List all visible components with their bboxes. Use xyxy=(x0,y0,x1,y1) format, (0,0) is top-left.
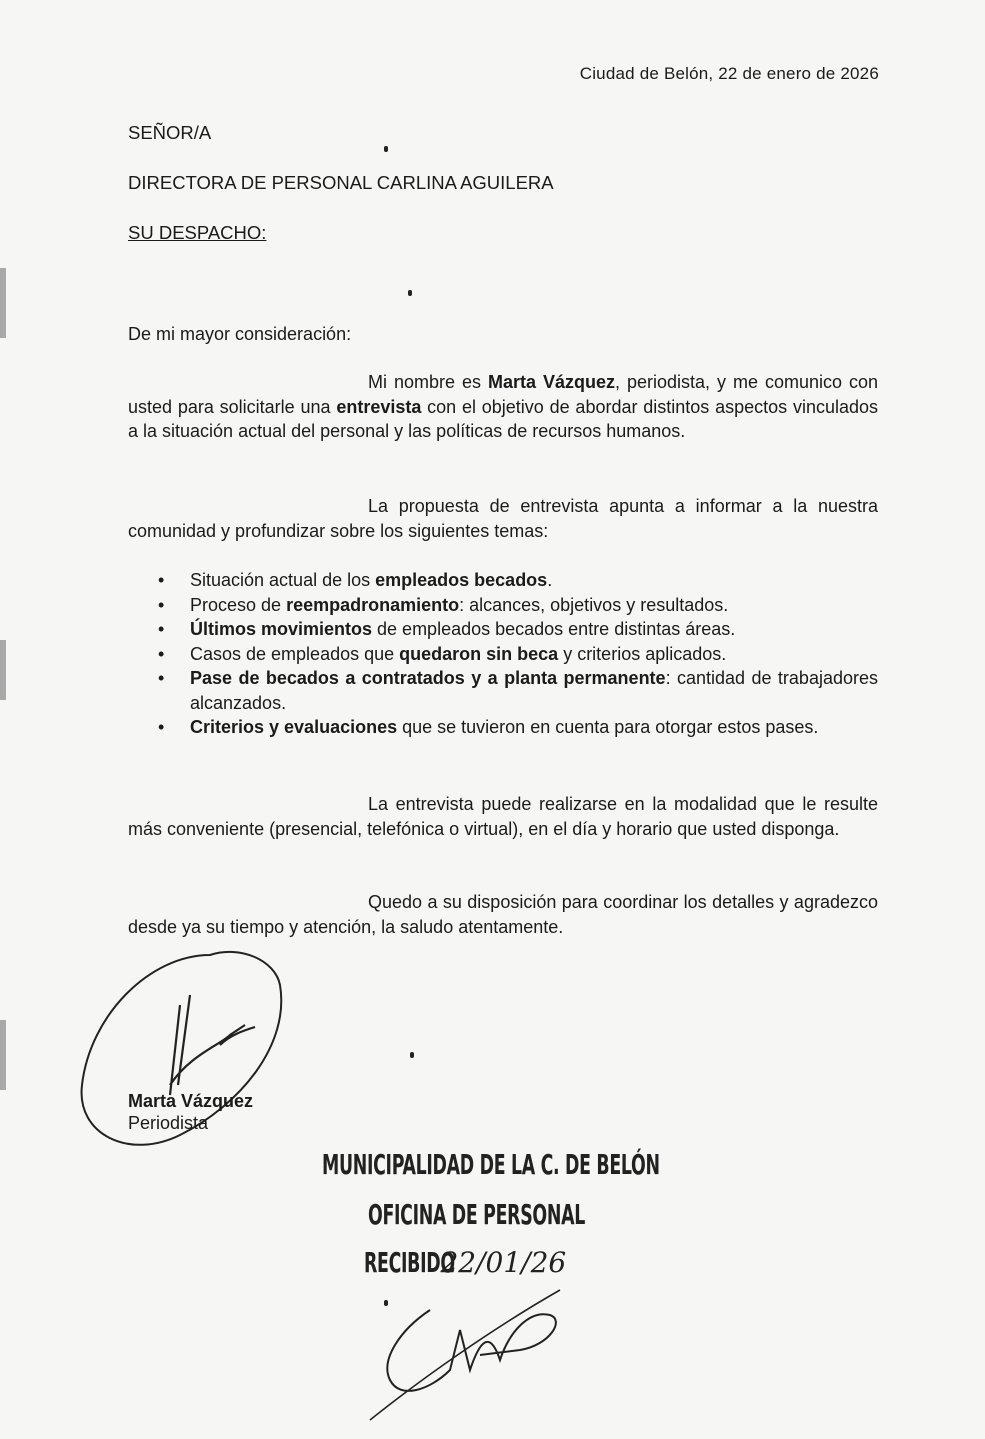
item-text: Proceso de xyxy=(190,594,287,615)
item-text: : alcances, objetivos y resultados. xyxy=(459,594,729,615)
signature-block xyxy=(128,1090,253,1134)
p1-author-name: Marta Vázquez xyxy=(487,372,615,392)
paragraph-proposal xyxy=(128,494,878,543)
p1-text-3: con el objetivo de abordar distintos aspectos vinculados a la situación actual del personal y las políticas de recursos humanos. xyxy=(128,396,878,441)
salutation-office: SU DESPACHO: xyxy=(128,222,267,243)
signer-name: Marta Vázquez xyxy=(128,1091,254,1111)
paragraph-closing xyxy=(128,890,878,939)
scan-edge-mark xyxy=(0,268,6,338)
list-item xyxy=(158,715,878,740)
salutation-line-1: SEÑOR/A xyxy=(128,122,212,143)
list-item xyxy=(158,666,878,715)
signer-role: Periodista xyxy=(128,1113,209,1133)
item-text: . xyxy=(547,570,553,590)
item-bold: quedaron sin beca xyxy=(399,643,559,664)
p1-text-2: , periodista, y me comunico con usted para solicitarle una xyxy=(128,372,878,417)
item-text: Casos de empleados que xyxy=(190,643,400,664)
letter-greeting: De mi mayor consideración: xyxy=(128,324,352,344)
scan-speck xyxy=(410,1052,414,1058)
item-bold: Pase de becados a contratados y a planta permanente xyxy=(190,668,666,688)
item-text: Situación actual de los xyxy=(190,570,376,590)
p4-text: Quedo a su disposición para coordinar los detalles y agradezco desde ya su tiempo y atención, la saludo atentamente. xyxy=(128,892,878,937)
p2-text: La propuesta de entrevista apunta a informar a la nuestra comunidad y profundizar sobre los siguientes temas: xyxy=(128,496,878,541)
receiver-signature xyxy=(360,1270,600,1430)
stamp-office: OFICINA DE PERSONAL xyxy=(368,1198,585,1231)
item-text: y criterios aplicados. xyxy=(558,643,727,664)
item-text: de empleados becados entre distintas áreas. xyxy=(372,619,736,639)
item-bold: reempadronamiento xyxy=(286,594,460,615)
paragraph-introduction xyxy=(128,370,878,444)
topics-list xyxy=(158,568,878,740)
item-bold: Últimos movimientos xyxy=(190,619,373,639)
scan-speck xyxy=(408,290,412,296)
scan-speck xyxy=(384,146,388,152)
stamp-received-label: RECIBIDO xyxy=(364,1246,455,1279)
stamp-municipality: MUNICIPALIDAD DE LA C. DE BELÓN xyxy=(322,1148,660,1181)
item-bold: empleados becados xyxy=(375,570,548,590)
paragraph-modality xyxy=(128,792,878,841)
item-text: : cantidad de trabajadores alcanzados. xyxy=(190,668,878,713)
stamp-received-date: 22/01/26 xyxy=(440,1246,567,1279)
scan-edge-mark xyxy=(0,640,6,700)
item-bold: Criterios y evaluaciones xyxy=(190,717,398,737)
p1-keyword-entrevista: entrevista xyxy=(336,396,422,417)
p3-text: La entrevista puede realizarse en la modalidad que le resulte más conveniente (presencial, telefónica o virtual), en el día y horario que usted disponga. xyxy=(128,794,878,839)
list-item xyxy=(158,568,878,593)
scan-edge-mark xyxy=(0,1020,6,1090)
p1-text-1: Mi nombre es xyxy=(368,372,488,392)
list-item xyxy=(158,617,878,642)
list-item xyxy=(158,593,878,618)
salutation-recipient: DIRECTORA DE PERSONAL CARLINA AGUILERA xyxy=(128,172,554,193)
list-item xyxy=(158,642,878,667)
item-text: que se tuvieron en cuenta para otorgar estos pases. xyxy=(397,717,819,737)
letter-date: Ciudad de Belón, 22 de enero de 2026 xyxy=(579,64,879,83)
